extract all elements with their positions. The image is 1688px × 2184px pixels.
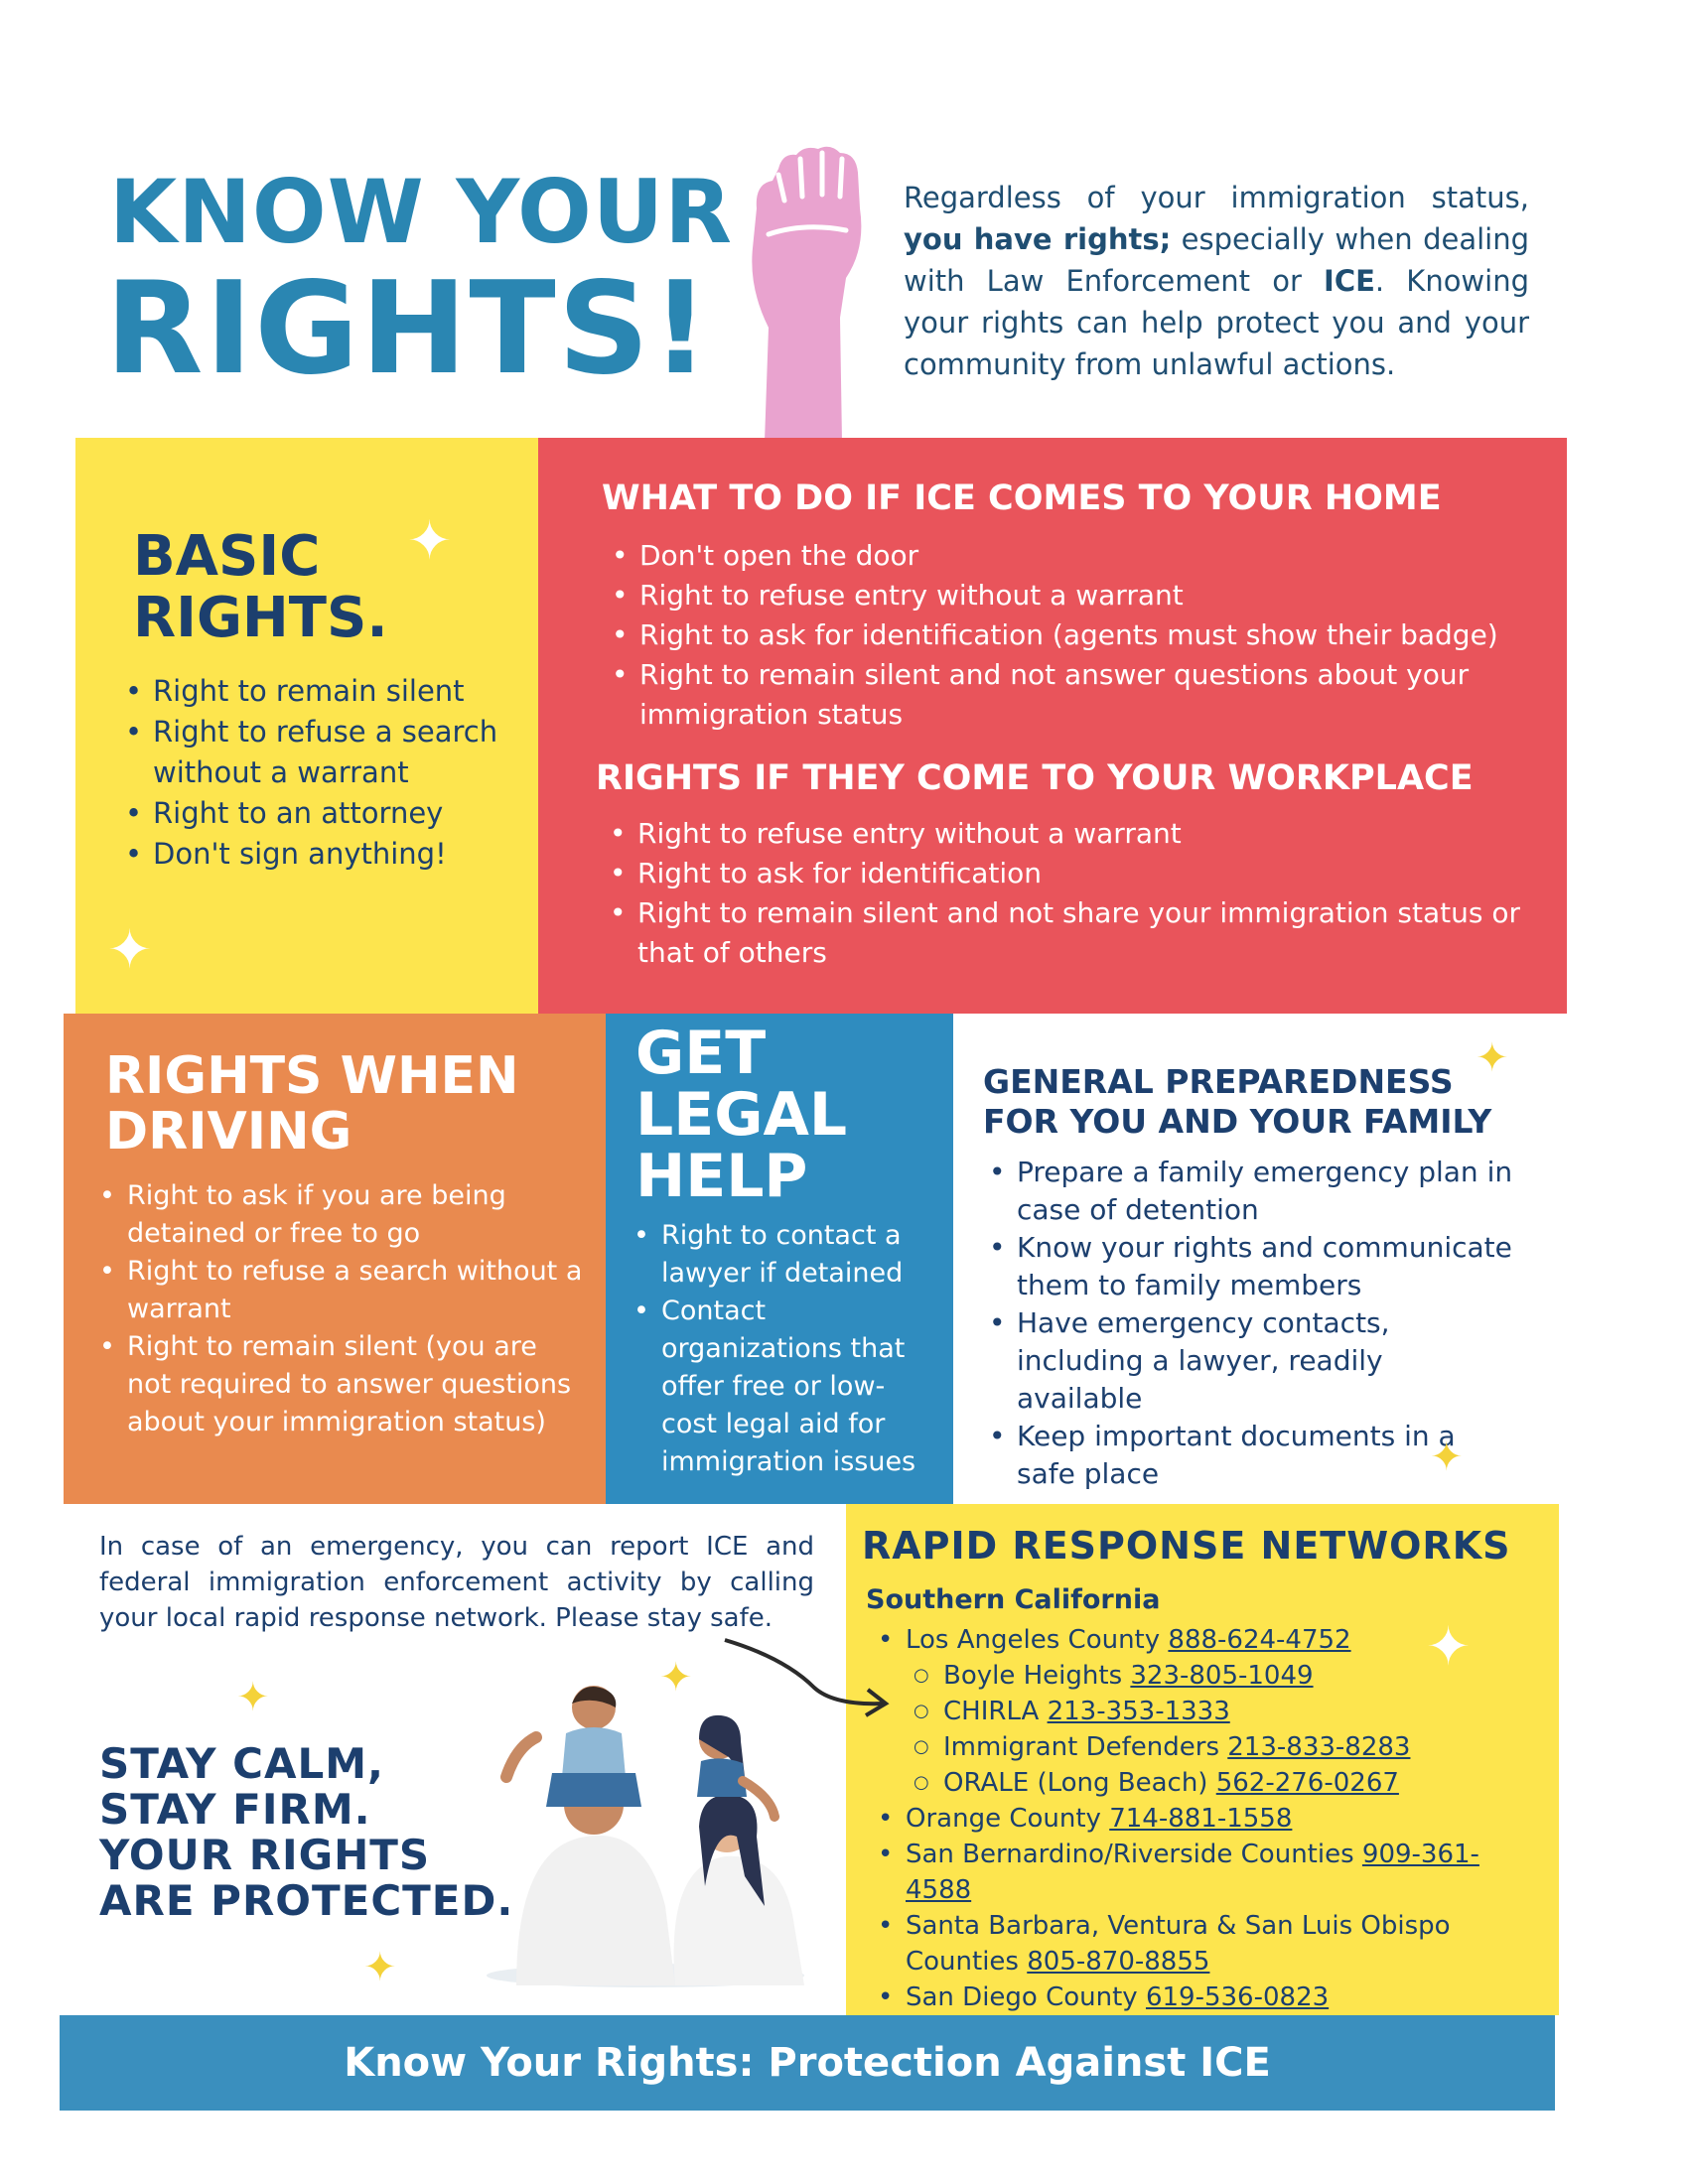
basic-rights-list (125, 671, 522, 875)
sparkle-icon: ✦ (363, 1945, 397, 1990)
list-item: • Right to refuse a search without a warrant (125, 712, 522, 793)
list-item: ○ ORALE (Long Beach) 562-276-0267 (878, 1765, 1543, 1801)
phone-link[interactable]: 619-536-0823 (1145, 1982, 1330, 2012)
list-item: • Right to ask for identification (agents must show their badge) (612, 615, 1525, 655)
list-item: • Right to remain silent (125, 671, 522, 712)
list-item: • Don't sign anything! (125, 834, 522, 875)
list-item: • Don't open the door (612, 536, 1525, 576)
list-item: • Right to refuse a search without a warrant (99, 1253, 586, 1328)
ice-home-list (612, 536, 1525, 735)
phone-link[interactable]: 805-870-8855 (1027, 1947, 1210, 1977)
list-item: • Have emergency contacts, including a lawyer, readily available (989, 1304, 1515, 1418)
list-item: • Right to ask for identification (610, 854, 1523, 893)
phone-link[interactable]: 323-805-1049 (1130, 1661, 1314, 1691)
list-item: • Orange County 714-881-1558 (878, 1801, 1543, 1837)
phone-link[interactable]: 909-361-4588 (906, 1840, 1479, 1905)
phone-link[interactable]: 714-881-1558 (1109, 1804, 1293, 1834)
list-item: ○ Immigrant Defenders 213-833-8283 (878, 1729, 1543, 1765)
intro-text: Regardless of your immigration status, you have rights; especially when dealing with Law Enforcement or ICE. Knowing your rights can help protect you and your community from unlawful actions. (904, 181, 1529, 381)
list-item: • Prepare a family emergency plan in case of detention (989, 1154, 1515, 1229)
rapid-response-list (878, 1615, 1543, 2015)
list-item: • Keep important documents in a safe place (989, 1418, 1515, 1493)
title-line-2: RIGHTS! (105, 255, 712, 403)
sparkle-icon: ✦ (236, 1675, 270, 1720)
driving-title: RIGHTS WHEN DRIVING (105, 1046, 519, 1161)
phone-link[interactable]: 213-833-8283 (1227, 1732, 1411, 1762)
title-line-1: KNOW YOUR (109, 161, 733, 263)
legal-help-title: GET LEGAL HELP (635, 1019, 848, 1211)
list-item: • Right to refuse entry without a warrant (612, 576, 1525, 615)
list-item: • Right to refuse entry without a warrant (610, 814, 1523, 854)
list-item: • Santa Barbara, Ventura & San Luis Obispo Counties 805-870-8855 (878, 1908, 1543, 1979)
sparkle-icon: ✦ (1476, 1035, 1509, 1081)
list-item: • Los Angeles County 888-624-4752 (878, 1622, 1543, 1658)
basic-rights-title: BASIC RIGHTS. (133, 524, 388, 650)
list-item: • San Bernardino/Riverside Counties 909-361-4588 (878, 1837, 1543, 1908)
emergency-text: In case of an emergency, you can report ICE and federal immigration enforcement activity by calling your local rapid response network. Please stay safe. (99, 1532, 814, 1633)
legal-help-list (633, 1217, 931, 1481)
list-item: • Know your rights and communicate them to family members (989, 1229, 1515, 1304)
stay-calm-slogan: STAY CALM, STAY FIRM. YOUR RIGHTS ARE PROTECTED. (99, 1739, 514, 1925)
footer-title: Know Your Rights: Protection Against ICE (344, 2040, 1271, 2086)
list-item: • Right to contact a lawyer if detained (633, 1217, 931, 1293)
region-label: Southern California (866, 1584, 1161, 1615)
list-item: • San Diego County 619-536-0823 (878, 1979, 1543, 2015)
rapid-response-title: RAPID RESPONSE NETWORKS (862, 1524, 1511, 1568)
sparkle-icon: ✦ (107, 918, 153, 981)
list-item: ○ Boyle Heights 323-805-1049 (878, 1658, 1543, 1694)
phone-link[interactable]: 562-276-0267 (1215, 1768, 1399, 1798)
raised-fist-icon (735, 139, 874, 442)
phone-link[interactable]: 888-624-4752 (1168, 1625, 1351, 1655)
sparkle-icon: ✦ (407, 509, 453, 572)
list-item: ○ CHIRLA 213-353-1333 (878, 1694, 1543, 1729)
list-item: • Right to an attorney (125, 793, 522, 834)
list-item: • Right to remain silent (you are not required to answer questions about your immigration status) (99, 1328, 586, 1441)
driving-list (99, 1177, 586, 1441)
sparkle-icon: ✦ (1430, 1434, 1464, 1480)
ice-home-title: WHAT TO DO IF ICE COMES TO YOUR HOME (602, 478, 1442, 518)
list-item: • Right to remain silent and not share your immigration status or that of others (610, 893, 1523, 973)
list-item: • Right to ask if you are being detained or free to go (99, 1177, 586, 1253)
workplace-list (610, 814, 1523, 973)
preparedness-title: GENERAL PREPAREDNESS FOR YOU AND YOUR FAMILY (983, 1062, 1492, 1141)
list-item: • Right to remain silent and not answer questions about your immigration status (612, 655, 1525, 735)
sparkle-icon: ✦ (1426, 1615, 1472, 1678)
phone-link[interactable]: 213-353-1333 (1047, 1697, 1230, 1726)
workplace-title: RIGHTS IF THEY COME TO YOUR WORKPLACE (596, 758, 1474, 798)
sparkle-icon: ✦ (659, 1655, 693, 1701)
list-item: • Contact organizations that offer free or low-cost legal aid for immigration issues (633, 1293, 931, 1481)
family-illustration (477, 1678, 824, 1995)
